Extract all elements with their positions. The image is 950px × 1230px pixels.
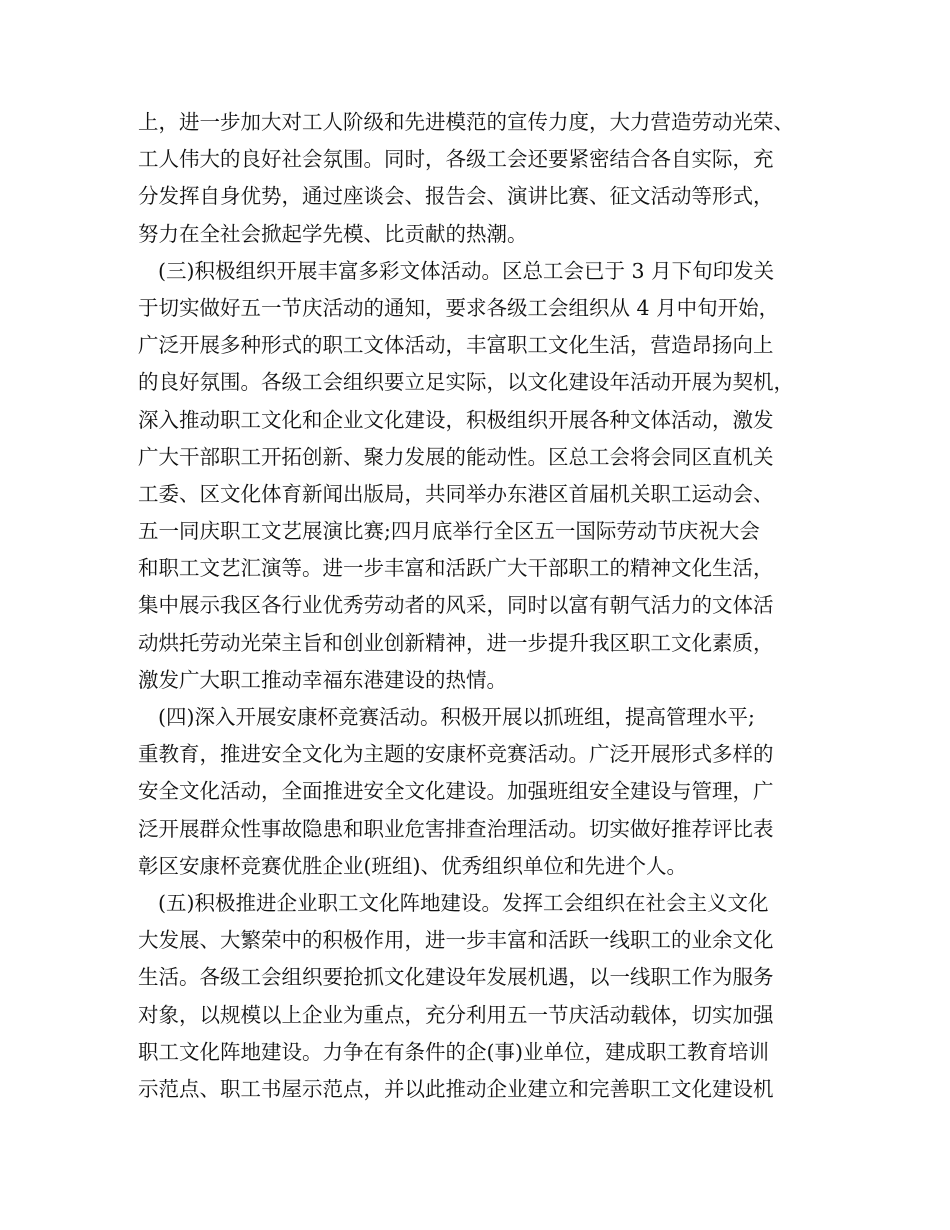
text-line: 深入推动职工文化和企业文化建设，积极组织开展各种文体活动，激发	[138, 407, 774, 432]
section-heading-line: (四)深入开展安康杯竞赛活动。积极开展以抓班组，提高管理水平;	[158, 705, 755, 729]
text-line: 广泛开展多种形式的职工文体活动，丰富职工文化生活，营造昂扬向上	[138, 333, 774, 358]
text-line: 和职工文艺汇演等。进一步丰富和活跃广大干部职工的精神文化生活，	[138, 556, 774, 581]
section-heading-line: (三)积极组织开展丰富多彩文体活动。区总工会已于 3 月下旬印发关	[158, 258, 775, 283]
text-line: 五一同庆职工文艺展演比赛;四月底举行全区五一国际劳动节庆祝大会	[138, 519, 760, 544]
text-line: 职工文化阵地建设。力争在有条件的企(事)业单位，建成职工教育培训	[138, 1039, 769, 1064]
text-line: 动烘托劳动光荣主旨和创业创新精神，进一步提升我区职工文化素质，	[138, 630, 774, 655]
text-line: 示范点、职工书屋示范点，并以此推动企业建立和完善职工文化建设机	[138, 1076, 774, 1101]
text-line: 广大干部职工开拓创新、聚力发展的能动性。区总工会将会同区直机关	[138, 444, 774, 469]
text-line: 于切实做好五一节庆活动的通知，要求各级工会组织从 4 月中旬开始，	[138, 295, 780, 320]
document-body	[138, 104, 818, 1108]
text-line: 上，进一步加大对工人阶级和先进模范的宣传力度，大力营造劳动光荣、	[138, 110, 794, 134]
text-line: 重教育，推进安全文化为主题的安康杯竞赛活动。广泛开展形式多样的	[138, 742, 774, 767]
text-line: 分发挥自身优势，通过座谈会、报告会、演讲比赛、征文活动等形式，	[138, 184, 774, 209]
text-line: 泛开展群众性事故隐患和职业危害排查治理活动。切实做好推荐评比表	[138, 816, 774, 841]
text-line: 工人伟大的良好社会氛围。同时，各级工会还要紧密结合各自实际，充	[138, 147, 774, 172]
text-line: 生活。各级工会组织要抢抓文化建设年发展机遇，以一线职工作为服务	[138, 965, 774, 990]
text-line: 的良好氛围。各级工会组织要立足实际，以文化建设年活动开展为契机，	[138, 370, 794, 395]
text-line: 大发展、大繁荣中的积极作用，进一步丰富和活跃一线职工的业余文化	[138, 928, 774, 953]
section-heading-line: (五)积极推进企业职工文化阵地建设。发挥工会组织在社会主义文化	[158, 890, 769, 915]
text-line: 对象，以规模以上企业为重点，充分利用五一节庆活动载体，切实加强	[138, 1002, 774, 1027]
text-line: 工委、区文化体育新闻出版局，共同举办东港区首届机关职工运动会、	[138, 481, 774, 506]
text-line: 彰区安康杯竞赛优胜企业(班组)、优秀组织单位和先进个人。	[138, 853, 687, 878]
text-line: 集中展示我区各行业优秀劳动者的风采，同时以富有朝气活力的文体活	[138, 593, 774, 618]
text-line: 激发广大职工推动幸福东港建设的热情。	[138, 667, 507, 692]
text-line: 安全文化活动，全面推进安全文化建设。加强班组安全建设与管理，广	[138, 779, 774, 804]
text-line: 努力在全社会掀起学先模、比贡献的热潮。	[138, 221, 528, 246]
